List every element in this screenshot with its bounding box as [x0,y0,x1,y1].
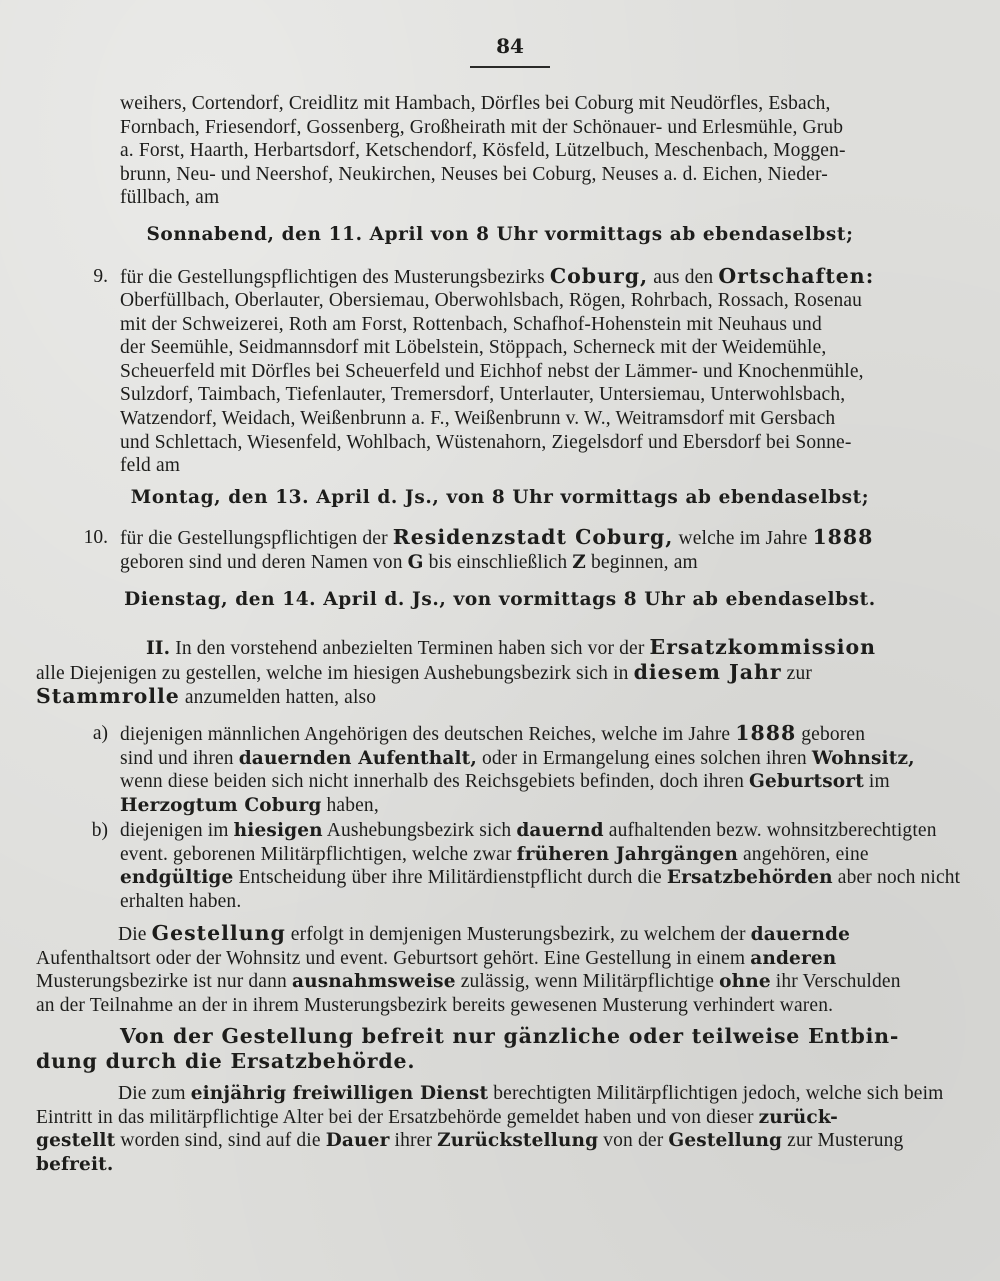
item-9-line: für die Gestellungspflichtigen des Musterungsbezirks Coburg, aus den Ortschaften: [120,264,875,288]
final-paragraph: Die zum einjährig freiwilligen Dienst berechtigten Militärpflichtigen jedoch, welche sich beim Eintritt in das militärpflichtige Alter bei der Ersatzbehörde gemeldet haben und von dieser zurück- gestellt worden sind, sind auf die Dauer ihrer Zurückstellung von der Gestellung zur Musterung befreit. [36,1083,944,1175]
item-9-bold-ortschaften: Ortschaften: [718,264,875,288]
date-line-2: Montag, den 13. April d. Js., von 8 Uhr vormittags ab ebendaselbst; [130,487,870,508]
item-10-number: 10. [83,527,108,548]
section-heading: Von der Gestellung befreit nur gänzliche oder teilweise Entbin- [120,1024,900,1048]
item-9-line: Oberfüllbach, Oberlauter, Obersiemau, Oberwohlsbach, Rögen, Rohrbach, Rossach, Rosenau [120,290,863,311]
intro-line: Fornbach, Friesendorf, Gossenberg, Großheirath mit der Schönauer- und Erlesmühle, Grub [120,116,844,138]
item-a-label: a) [92,723,108,744]
intro-paragraph [120,92,982,210]
section-2-paragraph [36,636,986,710]
page-number: 84 [496,34,524,58]
item-9-line: der Seemühle, Seidmannsdorf mit Löbelstein, Stöppach, Scherneck mit der Weidemühle, [120,337,827,359]
section-2-line: Stammrolle anzumelden hatten, also [36,684,377,709]
bold-ersatzkommission: Ersatzkommission [649,635,877,659]
item-9-number: 9. [93,266,108,287]
bold-residenzstadt: Residenzstadt Coburg, [392,525,674,549]
item-9-line: Sulzdorf, Taimbach, Tiefenlauter, Tremersdorf, Unterlauter, Untersiemau, Unterwohlsbach, [120,384,846,406]
item-9-paragraph [120,265,986,290]
item-9-line: feld am [120,455,181,477]
section-2-line: alle Diejenigen zu gestellen, welche im hiesigen Aushebungsbezirk sich in diesem Jahr zur [36,659,812,684]
page-number-rule [470,66,550,68]
date-line-1: Sonnabend, den 11. April von 8 Uhr vormittags ab ebendaselbst; [146,224,854,245]
gestellung-paragraph: Die Gestellung erfolgt in demjenigen Musterungsbezirk, zu welchem der dauernde Aufenthaltsort oder der Wohnsitz und event. Geburtsort gehört. Eine Gestellung in einem anderen Musterungsbezirke ist nur dann ausnahmsweise zulässig, wenn Militärpflichtige ohne ihr Verschulden an der Teilnahme an der in ihrem Musterungsbezirk bereits gewesenen Musterung verhindert waren. [36,921,901,1016]
item-9-places [120,289,986,478]
item-9-line: Watzendorf, Weidach, Weißenbrunn a. F., Weißenbrunn v. W., Weitramsdorf mit Gersbach [120,407,836,429]
item-9-line: Scheuerfeld mit Dörfles bei Scheuerfeld und Eichhof nebst der Lämmer- und Knochenmühle, [120,360,864,382]
section-2-number: II. [146,638,171,659]
item-10-line: für die Gestellungspflichtigen der Residenzstadt Coburg, welche im Jahre 1888 [120,525,874,549]
item-b-paragraph: diejenigen im hiesigen Aushebungsbezirk sich dauernd aufhaltenden bezw. wohnsitzberechtigten event. geborenen Militärpflichtigen, welche zwar früheren Jahrgängen angehören, eine endgültige Entscheidung über ihre Militärdienstpflicht durch die Ersatzbehörden aber noch nicht erhalten haben. [120,820,961,912]
item-10-paragraph [120,526,982,574]
item-10-line: geboren sind und deren Namen von G bis einschließlich Z beginnen, am [120,551,698,573]
intro-line: füllbach, am [120,187,220,209]
year-1888: 1888 [812,525,874,549]
date-line-3: Dienstag, den 14. April d. Js., von vormittags 8 Uhr ab ebendaselbst. [124,589,876,610]
item-b-label: b) [91,820,108,841]
intro-line: weihers, Cortendorf, Creidlitz mit Hambach, Dörfles bei Coburg mit Neudörfles, Esbach, [120,93,831,114]
item-9-line: und Schlettach, Wiesenfeld, Wohlbach, Wüstenahorn, Ziegelsdorf und Ebersdorf bei Sonne- [120,431,852,453]
item-a-paragraph: diejenigen männlichen Angehörigen des deutschen Reiches, welche im Jahre 1888 geboren sind und ihren dauernden Aufenthalt, oder in Ermangelung eines solchen ihren Wohnsitz, wenn diese beiden sich nicht innerhalb des Reichsgebiets befinden, doch ihren Geburtsort im Herzogtum Coburg haben, [120,721,915,816]
section-heading-cont: dung durch die Ersatzbehörde. [36,1049,416,1073]
item-9-bold-coburg: Coburg, [549,264,649,288]
section-2-line: II. In den vorstehend anbezielten Terminen haben sich vor der Ersatzkommission [146,635,877,659]
item-9-line: mit der Schweizerei, Roth am Forst, Rottenbach, Schafhof-Hohenstein mit Neuhaus und [120,313,822,335]
intro-line: brunn, Neu- und Neershof, Neukirchen, Neuses bei Coburg, Neuses a. d. Eichen, Nieder- [120,163,828,185]
intro-line: a. Forst, Haarth, Herbartsdorf, Ketschendorf, Kösfeld, Lützelbuch, Meschenbach, Moggen- [120,140,846,162]
